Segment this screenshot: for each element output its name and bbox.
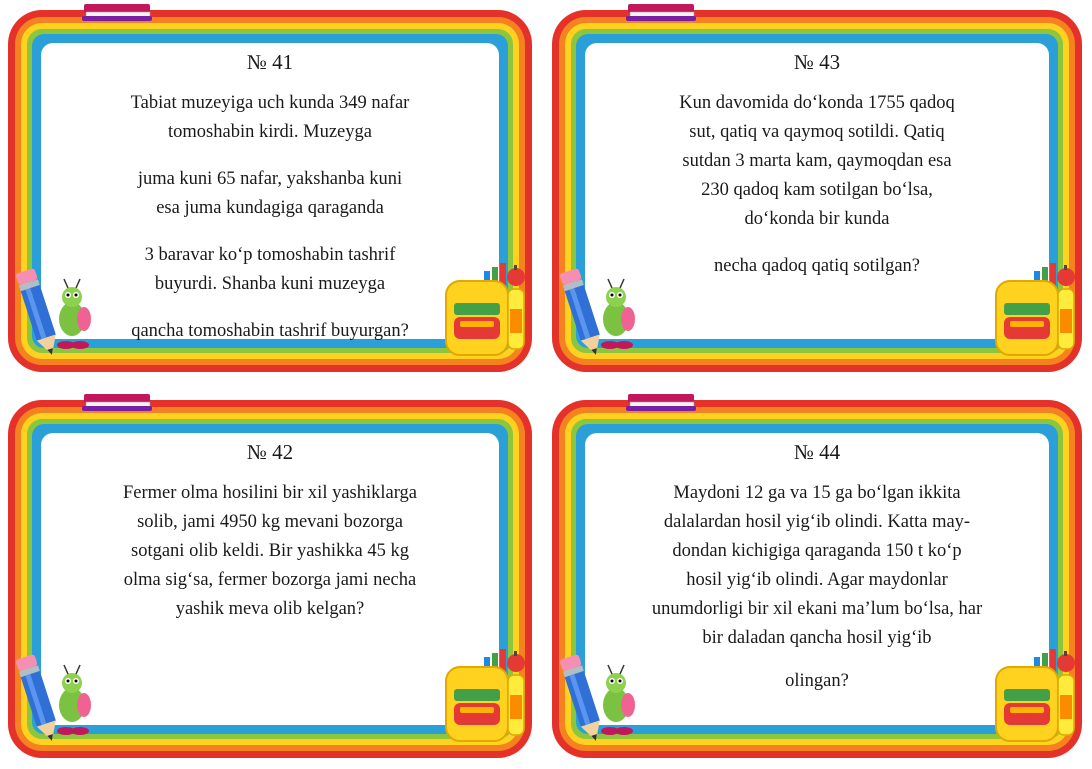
problem-text-line: qancha tomoshabin tashrif buyurgan? [131,321,409,341]
book-icon [78,2,156,27]
book-icon [622,2,700,27]
book-icon [622,392,700,417]
card-content [56,440,484,718]
problem-text-line: do‘konda bir kunda [744,209,890,229]
problem-number: № 43 [793,50,841,74]
problem-text-line: dalalardan hosil yig‘ib olindi. Katta may- [663,512,971,532]
problem-text-line: olma sig‘sa, fermer bozorga jami necha [123,570,417,590]
problem-text-line: Fermer olma hosilini bir xil yashiklarga [122,483,418,503]
problem-text-line: Maydoni 12 ga va 15 ga bo‘lgan ikkita [673,483,961,503]
problem-number: № 41 [246,50,294,74]
problem-text-line: 3 baravar ko‘p tomoshabin tashrif [144,245,396,265]
problem-text-line: dondan kichigiga qaraganda 150 t ko‘p [672,541,962,561]
problem-text-line: olingan? [785,671,849,691]
problem-text-line: unumdorligi bir xil ekani ma’lum bo‘lsa, har [651,599,983,619]
problem-text-line: Tabiat muzeyiga uch kunda 349 nafar [130,93,410,113]
problem-text-line: Kun davomida do‘konda 1755 qadoq [679,93,955,113]
card-42 [8,400,532,758]
card-content [56,50,484,341]
problem-number: № 44 [793,440,841,464]
card-41 [8,10,532,372]
problem-text-line: sotgani olib keldi. Bir yashikka 45 kg [131,541,409,561]
problem-text-line: sut, qatiq va qaymoq sotildi. Qatiq [689,122,945,142]
problem-text-line: yashik meva olib kelgan? [175,599,365,619]
problem-text-line: juma kuni 65 nafar, yakshanba kuni [137,169,403,189]
problem-text-line: solib, jami 4950 kg mevani bozorga [137,512,403,532]
problem-text-line: sutdan 3 marta kam, qaymoqdan esa [682,151,952,171]
card-44 [552,400,1082,758]
problem-text-line: esa juma kundagiga qaraganda [156,198,384,218]
card-43 [552,10,1082,372]
book-icon [78,392,156,417]
card-content [600,50,1034,332]
problem-text-line: bir daladan qancha hosil yig‘ib [702,628,932,648]
card-content [600,440,1034,718]
problem-text-line: 230 qadoq kam sotilgan bo‘lsa, [701,180,933,200]
problem-text-line: buyurdi. Shanba kuni muzeyga [154,274,386,294]
problem-number: № 42 [246,440,294,464]
problem-text-line: hosil yig‘ib olindi. Agar maydonlar [686,570,948,590]
problem-text-line: necha qadoq qatiq sotilgan? [713,256,920,276]
problem-text-line: tomoshabin kirdi. Muzeyga [168,122,372,142]
